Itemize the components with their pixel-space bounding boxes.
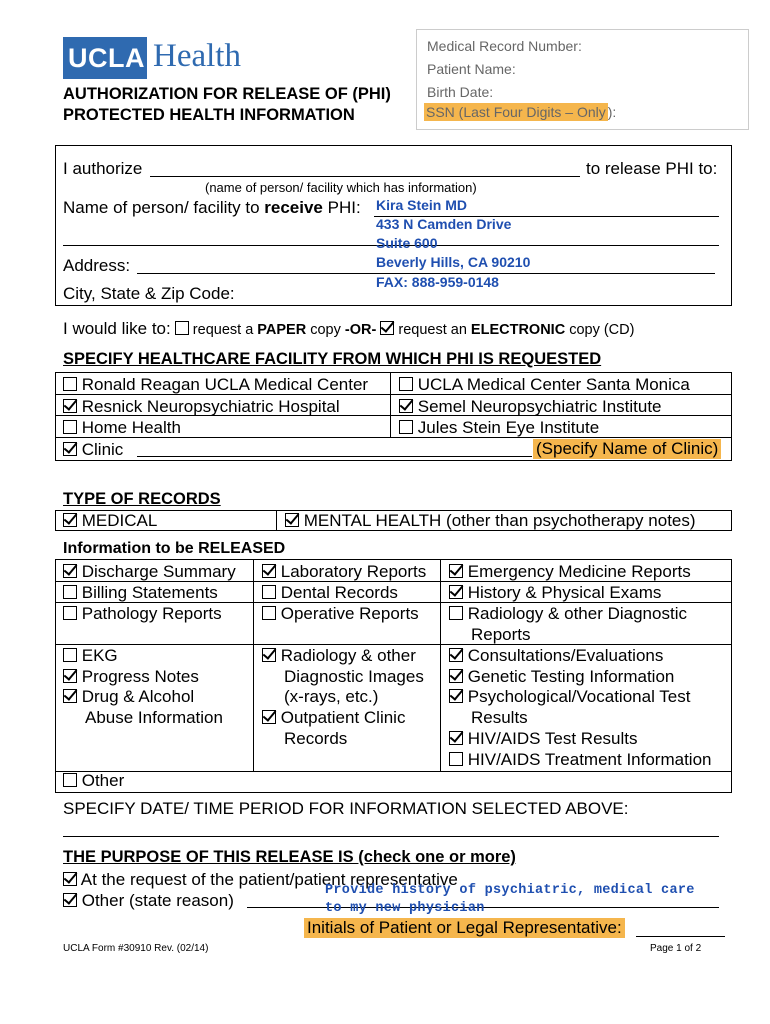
ekg-checkbox[interactable] <box>63 648 77 662</box>
purpose-reason-line2: to my new physician <box>325 901 485 916</box>
hiv-treatment-label: HIV/AIDS Treatment Information <box>467 750 712 769</box>
purpose-other-label: Other (state reason) <box>81 891 234 910</box>
history-checkbox[interactable] <box>449 585 463 599</box>
mental-health-label: MENTAL HEALTH (other than psychotherapy notes) <box>303 511 696 530</box>
elec-copy-pre: request an <box>398 322 471 338</box>
radiology-images-label2: Diagnostic Images <box>284 667 424 686</box>
billing-label: Billing Statements <box>81 583 218 602</box>
paper-copy-pre: request a <box>192 322 258 338</box>
facility-semel <box>399 397 662 417</box>
paper-copy-bold: PAPER <box>257 322 307 338</box>
facility-divider <box>390 372 391 437</box>
psychological-label: Psychological/Vocational Test <box>467 687 691 706</box>
genetic-label: Genetic Testing Information <box>467 667 675 686</box>
hiv-treatment-checkbox[interactable] <box>449 752 463 766</box>
radiology-images-label3: (x-rays, etc.) <box>284 687 379 706</box>
jules-stein-label: Jules Stein Eye Institute <box>417 418 600 437</box>
lab-checkbox[interactable] <box>262 564 276 578</box>
ssn-label <box>424 104 616 120</box>
outpatient-label: Outpatient Clinic <box>280 708 406 727</box>
info-row-line3 <box>55 644 732 645</box>
info-billing <box>63 583 218 603</box>
ekg-label: EKG <box>81 646 118 665</box>
radiology-diagnostic-label2: Reports <box>471 625 531 644</box>
purpose-reason-line1: Provide history of psychiatric, medical care <box>325 883 695 898</box>
ronald-reagan-checkbox[interactable] <box>63 377 77 391</box>
mental-health-checkbox[interactable] <box>285 513 299 527</box>
address-label: Address: <box>63 256 131 275</box>
discharge-checkbox[interactable] <box>63 564 77 578</box>
outpatient-label2: Records <box>284 729 348 748</box>
copy-preference-row <box>63 319 634 339</box>
hiv-test-label: HIV/AIDS Test Results <box>467 729 638 748</box>
clinic-checkbox[interactable] <box>63 442 77 456</box>
resnick-label: Resnick Neuropsychiatric Hospital <box>81 397 340 416</box>
semel-checkbox[interactable] <box>399 399 413 413</box>
drug-alcohol-checkbox[interactable] <box>63 689 77 703</box>
info-dental <box>262 583 398 603</box>
facility-resnick <box>63 397 340 417</box>
info-emergency <box>449 562 691 582</box>
info-row-line4 <box>55 771 732 772</box>
emergency-checkbox[interactable] <box>449 564 463 578</box>
info-psychological <box>449 687 690 707</box>
info-hiv-test <box>449 729 637 749</box>
facility-heading: SPECIFY HEALTHCARE FACILITY FROM WHICH PHI IS REQUESTED <box>63 350 602 368</box>
clinic-name-hint: (Specify Name of Clinic) <box>533 439 721 459</box>
initials-field[interactable] <box>636 936 725 937</box>
elec-copy-bold: ELECTRONIC <box>470 322 566 338</box>
address-line2-value: Suite 600 <box>376 235 438 251</box>
home-health-checkbox[interactable] <box>63 420 77 434</box>
info-pathology <box>63 604 222 624</box>
info-divider1 <box>253 559 254 772</box>
operative-label: Operative Reports <box>280 604 419 623</box>
i-authorize-label: I authorize <box>63 159 143 178</box>
info-history <box>449 583 661 603</box>
recipient-name-value: Kira Stein MD <box>376 197 468 213</box>
ronald-reagan-label: Ronald Reagan UCLA Medical Center <box>81 375 369 394</box>
info-outpatient <box>262 708 405 728</box>
radiology-images-checkbox[interactable] <box>262 648 276 662</box>
purpose-other-checkbox[interactable] <box>63 893 77 907</box>
record-type-mental <box>285 511 696 531</box>
santa-monica-checkbox[interactable] <box>399 377 413 391</box>
info-consultations <box>449 646 663 666</box>
city-state-zip-label: City, State & Zip Code: <box>63 284 235 303</box>
clinic-label: Clinic <box>81 440 124 459</box>
info-drug-alcohol <box>63 687 194 707</box>
receive-label-bold: receive <box>264 198 323 217</box>
authorizer-field[interactable] <box>150 176 580 177</box>
radiology-images-label: Radiology & other <box>280 646 416 665</box>
logo-ucla-text: UCLA <box>68 43 145 73</box>
facility-clinic <box>63 440 123 460</box>
discharge-label: Discharge Summary <box>81 562 236 581</box>
santa-monica-label: UCLA Medical Center Santa Monica <box>417 375 690 394</box>
address-line3-value: Beverly Hills, CA 90210 <box>376 254 531 270</box>
address-line1-value: 433 N Camden Drive <box>376 216 512 232</box>
facility-ronald-reagan <box>63 375 368 395</box>
psychological-checkbox[interactable] <box>449 689 463 703</box>
form-title-line2: PROTECTED HEALTH INFORMATION <box>63 106 355 124</box>
info-divider2 <box>440 559 441 772</box>
hiv-test-checkbox[interactable] <box>449 731 463 745</box>
info-progress <box>63 667 199 687</box>
progress-label: Progress Notes <box>81 667 199 686</box>
form-title-line1: AUTHORIZATION FOR RELEASE OF (PHI) <box>63 85 391 103</box>
jules-stein-checkbox[interactable] <box>399 420 413 434</box>
radiology-diagnostic-label: Radiology & other Diagnostic <box>467 604 687 623</box>
info-radiology-diagnostic <box>449 604 687 624</box>
consultations-label: Consultations/Evaluations <box>467 646 664 665</box>
paper-copy-post: copy <box>306 322 345 338</box>
pathology-label: Pathology Reports <box>81 604 222 623</box>
record-type-divider <box>276 510 277 531</box>
receive-label-pre: Name of person/ facility to <box>63 198 265 217</box>
fax-value: FAX: 888-959-0148 <box>376 274 499 290</box>
receive-label <box>63 198 361 218</box>
consultations-checkbox[interactable] <box>449 648 463 662</box>
genetic-checkbox[interactable] <box>449 669 463 683</box>
progress-checkbox[interactable] <box>63 669 77 683</box>
facility-santa-monica <box>399 375 690 395</box>
clinic-name-field[interactable] <box>137 456 532 457</box>
page-number: Page 1 of 2 <box>650 943 702 954</box>
info-other <box>63 771 124 791</box>
dental-checkbox[interactable] <box>262 585 276 599</box>
outpatient-checkbox[interactable] <box>262 710 276 724</box>
paper-copy-checkbox[interactable] <box>175 321 189 335</box>
elec-copy-post: copy (CD) <box>565 322 635 338</box>
psychological-label2: Results <box>471 708 528 727</box>
drug-alcohol-label: Drug & Alcohol <box>81 687 195 706</box>
info-discharge <box>63 562 236 582</box>
name-hint: (name of person/ facility which has information) <box>205 180 477 195</box>
emergency-label: Emergency Medicine Reports <box>467 562 691 581</box>
info-operative <box>262 604 419 624</box>
electronic-copy-checkbox[interactable] <box>380 321 394 335</box>
info-hiv-treatment <box>449 750 712 770</box>
medical-checkbox[interactable] <box>63 513 77 527</box>
facility-jules-stein <box>399 418 599 438</box>
resnick-checkbox[interactable] <box>63 399 77 413</box>
lab-label: Laboratory Reports <box>280 562 427 581</box>
info-ekg <box>63 646 118 666</box>
billing-checkbox[interactable] <box>63 585 77 599</box>
history-label: History & Physical Exams <box>467 583 662 602</box>
purpose-request-checkbox[interactable] <box>63 872 77 886</box>
home-health-label: Home Health <box>81 418 181 437</box>
or-separator: -OR- <box>344 322 377 338</box>
semel-label: Semel Neuropsychiatric Institute <box>417 397 662 416</box>
facility-home-health <box>63 418 181 438</box>
purpose-heading: THE PURPOSE OF THIS RELEASE IS (check one or more) <box>63 848 516 866</box>
other-records-checkbox[interactable] <box>63 773 77 787</box>
copy-prefix: I would like to: <box>63 319 171 338</box>
ucla-health-logo <box>63 37 253 79</box>
drug-alcohol-label2: Abuse Information <box>85 708 223 727</box>
initials-label: Initials of Patient or Legal Representative: <box>304 918 625 938</box>
info-lab <box>262 562 426 582</box>
form-number: UCLA Form #30910 Rev. (02/14) <box>63 943 209 954</box>
operative-checkbox[interactable] <box>262 606 276 620</box>
birth-date-label: Birth Date: <box>427 84 494 100</box>
dental-label: Dental Records <box>280 583 398 602</box>
purpose-request-label: At the request of the patient/patient representative <box>80 870 458 889</box>
info-released-heading: Information to be RELEASED <box>63 540 286 557</box>
medical-label: MEDICAL <box>81 511 158 530</box>
info-radiology-images <box>262 646 416 666</box>
patient-name-label: Patient Name: <box>427 61 516 77</box>
other-records-label: Other <box>81 771 125 790</box>
type-of-records-heading: TYPE OF RECORDS <box>63 490 221 508</box>
purpose-other <box>63 891 234 911</box>
radiology-diagnostic-checkbox[interactable] <box>449 606 463 620</box>
ssn-label-suffix: ): <box>607 104 617 120</box>
receive-label-post: PHI: <box>322 198 361 217</box>
to-release-label: to release PHI to: <box>586 159 718 178</box>
record-type-medical <box>63 511 157 531</box>
pathology-checkbox[interactable] <box>63 606 77 620</box>
info-genetic <box>449 667 674 687</box>
ssn-label-highlight: SSN (Last Four Digits – Only <box>426 104 606 120</box>
logo-health-text: Health <box>153 38 241 74</box>
date-period-label: SPECIFY DATE/ TIME PERIOD FOR INFORMATION SELECTED ABOVE: <box>63 799 629 818</box>
medical-record-number-label: Medical Record Number: <box>427 38 582 54</box>
date-period-field[interactable] <box>63 836 719 837</box>
